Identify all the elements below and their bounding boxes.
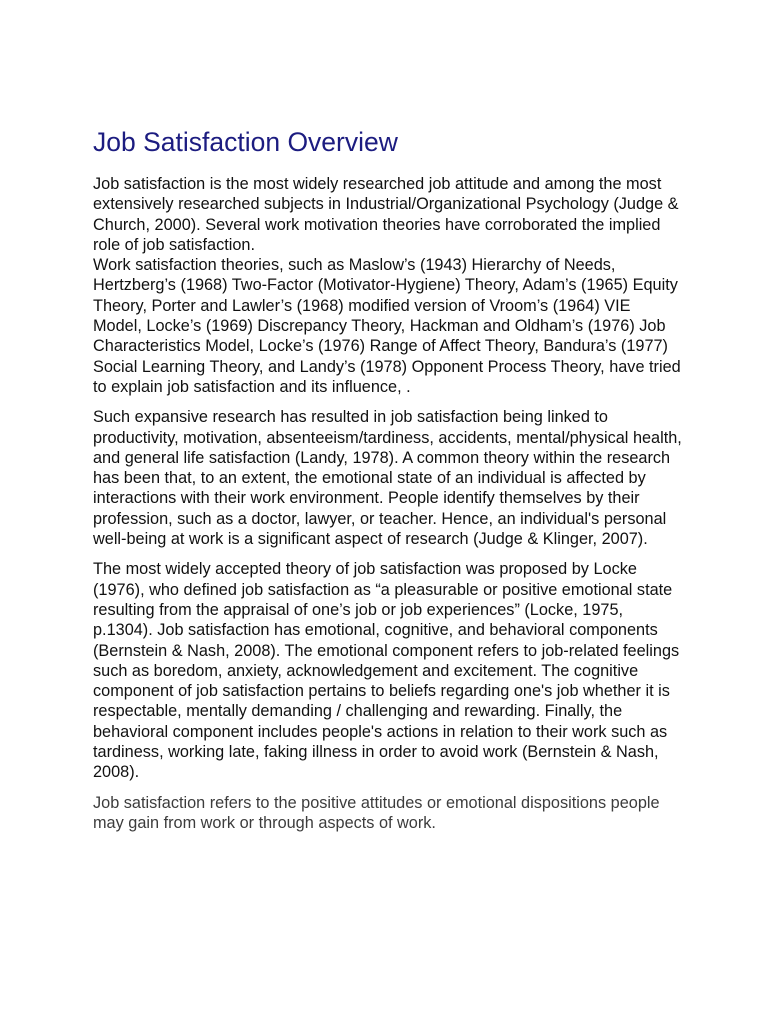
paragraph-locke-theory: The most widely accepted theory of job satisfaction was proposed by Locke (1976), who defined job satisfaction as “a pleasurable or positive emotional state resulting from the appraisal of one’s job or job experiences” (Locke, 1975, p.1304). Job satisfaction has emotional, cognitive, and behavioral components (Bernstein & Nash, 2008). The emotional component refers to job-related feelings such as boredom, anxiety, acknowledgement and excitement. The cognitive component of job satisfaction pertains to beliefs regarding one's job whether it is respectable, mentally demanding / challenging and rewarding. Finally, the behavioral component includes people's actions in relation to their work such as tardiness, working late, faking illness in order to avoid work (Bernstein & Nash, 2008). (93, 560, 680, 782)
paragraph-intro: Job satisfaction is the most widely researched job attitude and among the most extensively researched subjects in Industrial/Organizational Psychology (Judge & Church, 2000). Several work motivation theories have corroborated the implied role of job satisfaction. (93, 175, 679, 254)
paragraph-research: Such expansive research has resulted in job satisfaction being linked to productivity, motivation, absenteeism/tardiness, accidents, mental/physical health, and general life satisfaction (Landy, 1978). A common theory within the research has been that, to an extent, the emotional state of an individual is affected by interactions with their work environment. People identify themselves by their profession, such as a doctor, lawyer, or teacher. Hence, an individual's personal well-being at work is a significant aspect of research (Judge & Klinger, 2007). (93, 408, 682, 549)
document-title: Job Satisfaction Overview (93, 127, 398, 157)
paragraph-theories: Work satisfaction theories, such as Maslow’s (1943) Hierarchy of Needs, Hertzberg’s (1968) Two-Factor (Motivator-Hygiene) Theory, Adam’s (1965) Equity Theory, Porter and Lawler’s (1968) modified version of Vroom’s (1964) VIE Model, Locke’s (1969) Discrepancy Theory, Hackman and Oldham’s (1976) Job Characteristics Model, Locke’s (1976) Range of Affect Theory, Bandura’s (1977) Social Learning Theory, and Landy’s (1978) Opponent Process Theory, have tried to explain job satisfaction and its influence, . (93, 256, 681, 396)
document-content (93, 124, 683, 833)
paragraph-definition: Job satisfaction refers to the positive attitudes or emotional dispositions people may gain from work or through aspects of work. (93, 793, 660, 832)
